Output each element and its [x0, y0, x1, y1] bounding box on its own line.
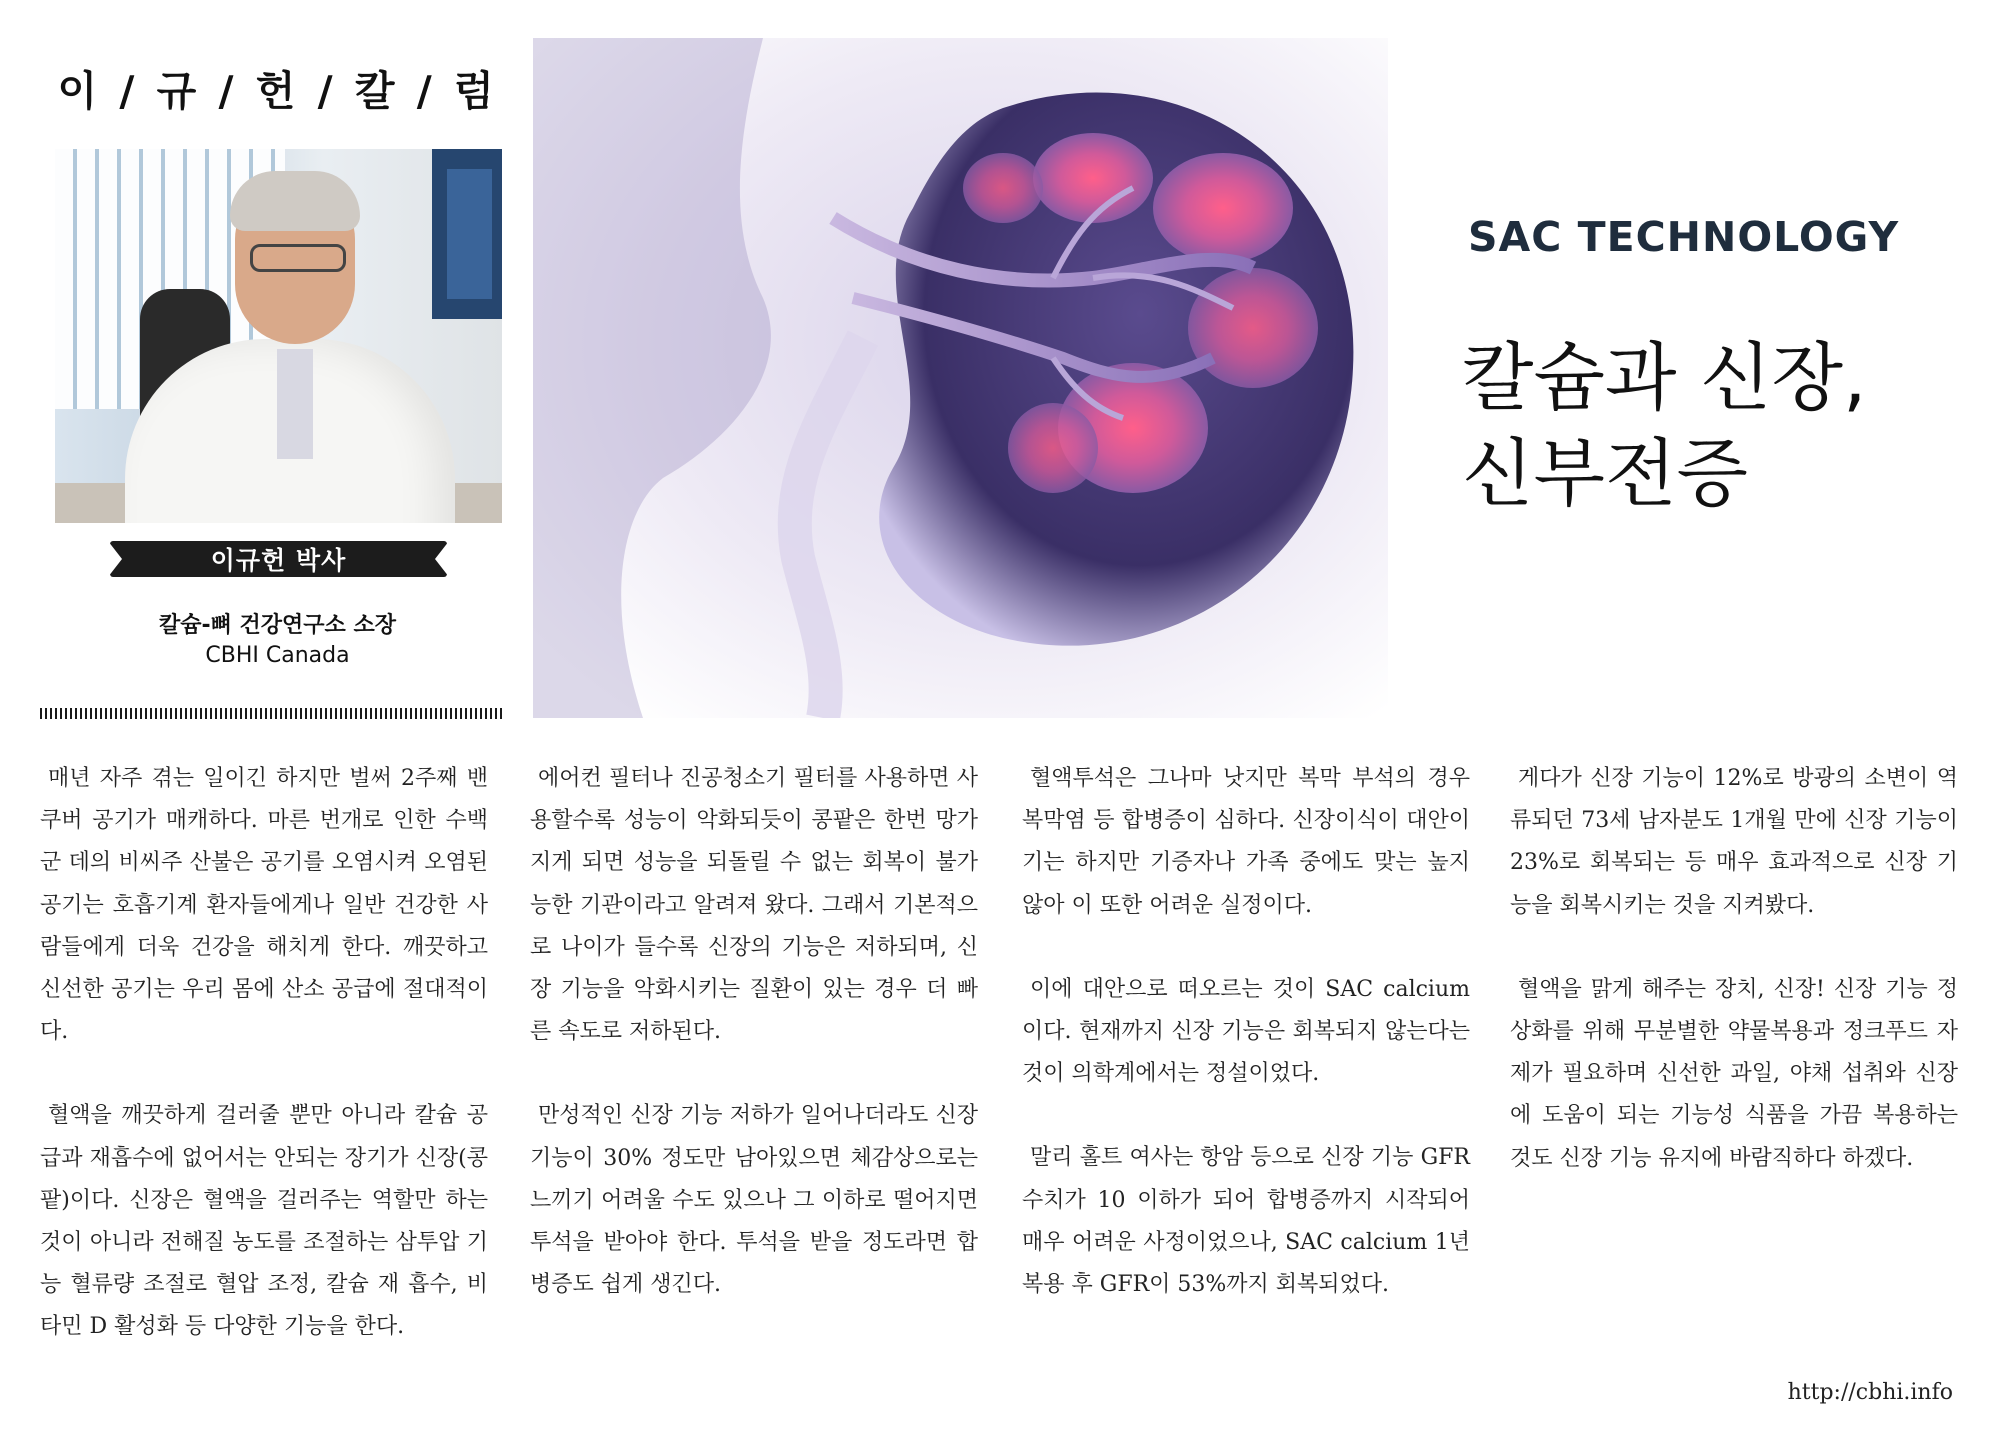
- paragraph: 말리 홀트 여사는 항암 등으로 신장 기능 GFR 수치가 10 이하가 되어 합병증까지 시작되어 매우 어려운 사정이었으나, SAC calcium 1년 복용 후 GFR이 53%까지 회복되었다.: [1022, 1145, 1470, 1298]
- paragraph: 혈액을 깨끗하게 걸러줄 뿐만 아니라 칼슘 공급과 재흡수에 없어서는 안되는 장기가 신장(콩팥)이다. 신장은 혈액을 걸러주는 역할만 하는 것이 아니라 전해질 농도를 조절하는 삼투압 기능 혈류량 조절로 혈압 조정, 칼슘 재 흡수, 비타민 D 활성화 등 다양한 기능을 한다.: [40, 1103, 488, 1340]
- paragraph: 만성적인 신장 기능 저하가 일어나더라도 신장 기능이 30% 정도만 남아있으면 체감상으로는 느끼기 어려울 수도 있으나 그 이하로 떨어지면 투석을 받아야 한다. 투석을 받을 정도라면 합병증도 쉽게 생긴다.: [530, 1103, 978, 1298]
- headline-line-1: 칼슘과 신장,: [1462, 335, 1867, 421]
- headline-line-2: 신부전증: [1462, 431, 1748, 517]
- author-affiliation: 칼슘-뼈 건강연구소 소장: [159, 613, 396, 638]
- paragraph: 에어컨 필터나 진공청소기 필터를 사용하면 사용할수록 성능이 악화되듯이 콩팥은 한번 망가지게 되면 성능을 되돌릴 수 없는 회복이 불가능한 기관이라고 알려져 왔다. 그래서 기본적으로 나이가 들수록 신장의 기능은 저하되며, 신장 기능을 악화시키는 질환이 있는 경우 더 빠른 속도로 저하된다.: [530, 766, 978, 1045]
- text-column-1: [40, 758, 488, 1349]
- author-organization: CBHI Canada: [205, 643, 350, 668]
- website-url: http://cbhi.info: [1787, 1380, 1953, 1405]
- paragraph: 매년 자주 겪는 일이긴 하지만 벌써 2주째 밴쿠버 공기가 매캐하다. 마른 번개로 인한 수백군 데의 비씨주 산불은 공기를 오염시켜 오염된 공기는 호흡기계 환자들에게나 일반 건강한 사람들에게 더욱 건강을 해치게 한다. 깨끗하고 신선한 공기는 우리 몸에 산소 공급에 절대적이다.: [40, 766, 488, 1045]
- text-column-3: [1022, 758, 1470, 1306]
- text-column-4: [1510, 758, 1958, 1180]
- headline: [1462, 330, 1866, 522]
- kidney-illustration: [533, 38, 1388, 718]
- paragraph: 혈액을 맑게 해주는 장치, 신장! 신장 기능 정상화를 위해 무분별한 약물복용과 정크푸드 자제가 필요하며 신선한 과일, 야채 섭취와 신장에 도움이 되는 기능성 식품을 가끔 복용하는 것도 신장 기능 유지에 바람직하다 하겠다.: [1510, 976, 1958, 1171]
- decorative-tick-rule: [40, 708, 502, 719]
- brand-logo: SAC TECHNOLOGY: [1468, 213, 1900, 261]
- author-portrait: [55, 149, 502, 523]
- author-name-banner: [110, 541, 447, 577]
- text-column-2: [530, 758, 978, 1306]
- paragraph: 이에 대안으로 떠오르는 것이 SAC calcium 이다. 현재까지 신장 기능은 회복되지 않는다는 것이 의학계에서는 정설이었다.: [1022, 976, 1470, 1087]
- paragraph: 게다가 신장 기능이 12%로 방광의 소변이 역류되던 73세 남자분도 1개월 만에 신장 기능이 23%로 회복되는 등 매우 효과적으로 신장 기능을 회복시키는 것을 지켜봤다.: [1510, 766, 1958, 918]
- paragraph: 혈액투석은 그나마 낫지만 복막 부석의 경우 복막염 등 합병증이 심하다. 신장이식이 대안이기는 하지만 기증자나 가족 중에도 맞는 높지 않아 이 또한 어려운 실정이다.: [1022, 766, 1470, 918]
- column-title: 이 / 규 / 헌 / 칼 / 럼: [57, 67, 498, 115]
- author-name: 이규헌 박사: [210, 546, 347, 575]
